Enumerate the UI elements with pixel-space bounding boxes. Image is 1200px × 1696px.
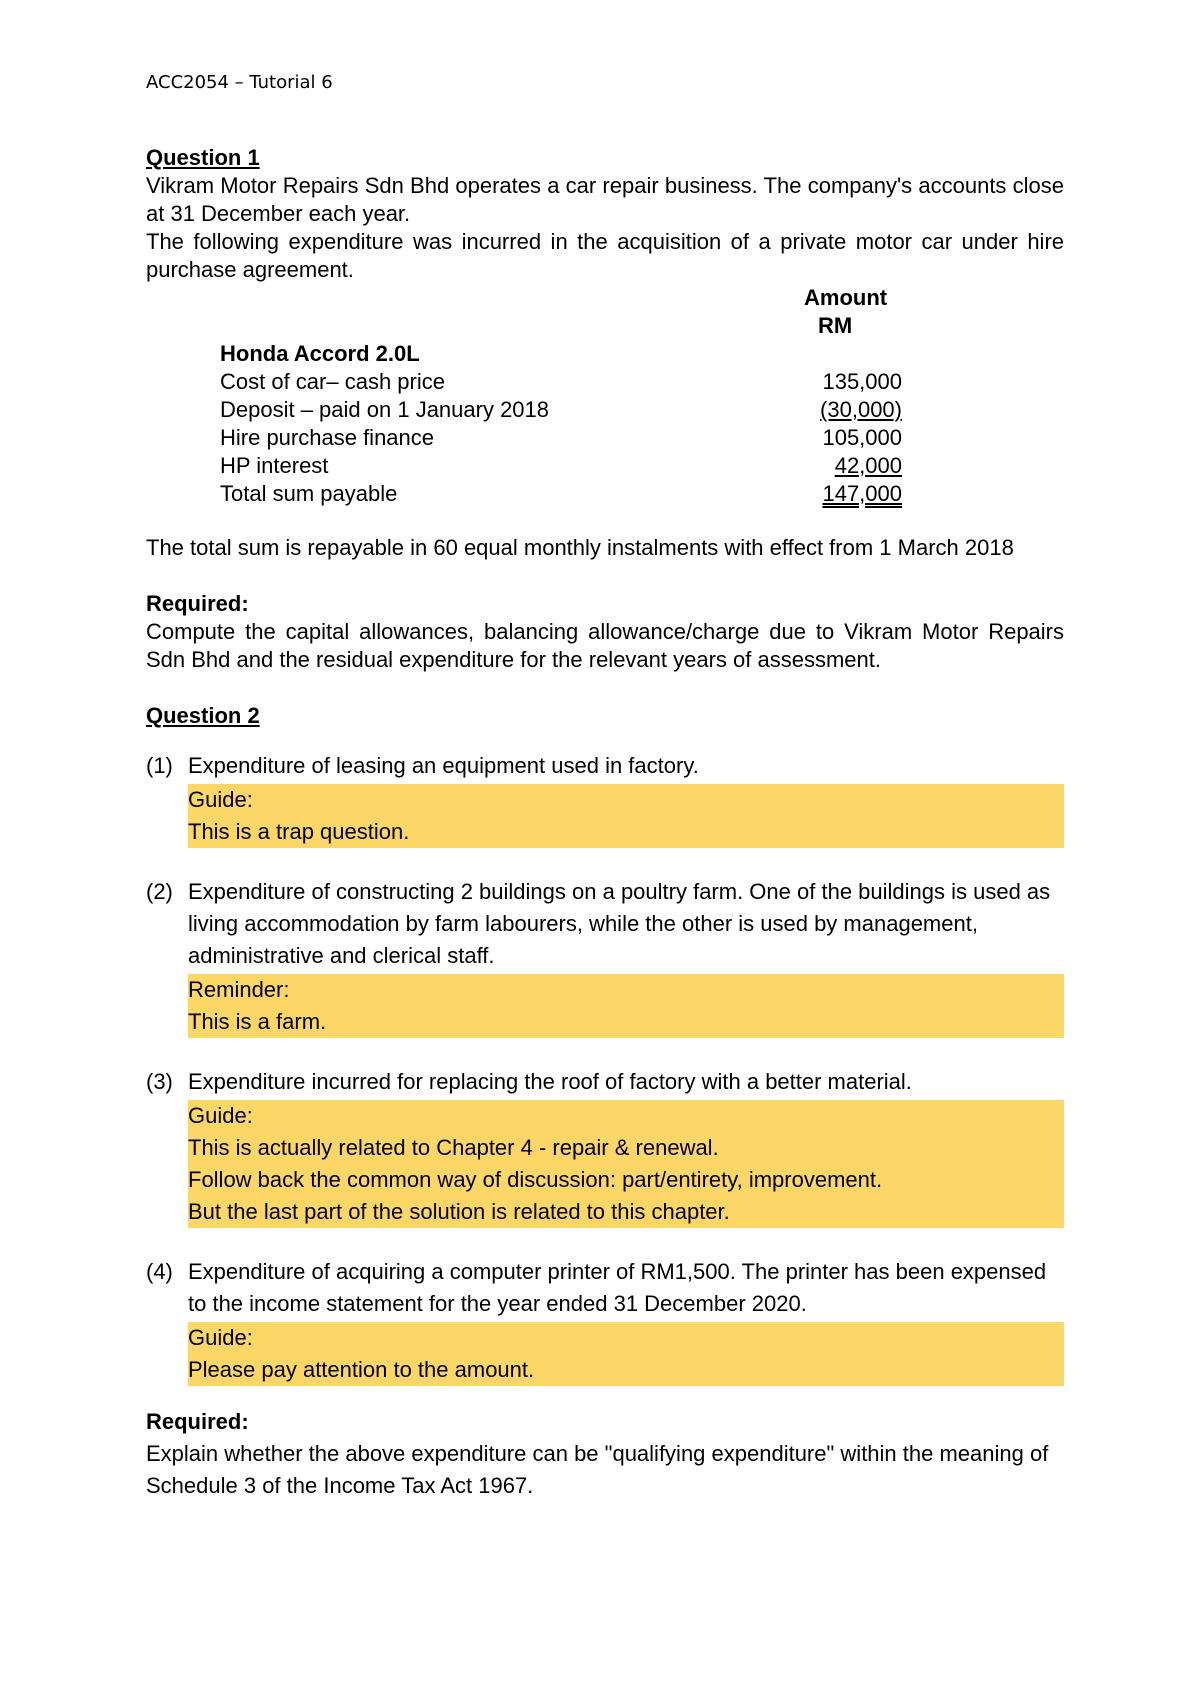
list-item [146,1066,1064,1228]
guide-note [188,1322,1064,1386]
question-1-title: Question 1 [146,145,260,170]
table-row-cash-price [220,368,902,396]
guide-note [188,784,1064,848]
question-2-title: Question 2 [146,703,260,728]
page-header: ACC2054 – Tutorial 6 [146,72,333,93]
note-line: This is a farm. [188,1009,327,1034]
note-heading: Guide: [188,1103,253,1128]
note-line: Follow back the common way of discussion: part/entirety, improvement. [188,1167,883,1192]
document-body [146,144,1064,1502]
note-heading: Guide: [188,1325,253,1350]
row-value: 42,000 [834,453,902,478]
row-value: 147,000 [822,481,902,506]
row-value: (30,000) [820,397,902,422]
note-line: This is a trap question. [188,819,410,844]
row-label: Total sum payable [220,481,398,506]
item-number: (4) [146,1259,173,1284]
item-number: (3) [146,1069,173,1094]
table-row-deposit [220,396,902,424]
row-label: Deposit – paid on 1 January 2018 [220,397,550,422]
question-1-required-text: Compute the capital allowances, balancing allowance/charge due to Vikram Motor Repairs Sdn Bhd and the residual expenditure for the relevant years of assessment. [146,619,1064,672]
question-1-required-label: Required: [146,591,249,616]
amount-column-header: Amount [804,285,888,310]
note-line: Please pay attention to the amount. [188,1357,535,1382]
row-value: 105,000 [822,425,902,450]
list-item [146,1256,1064,1386]
repayment-terms: The total sum is repayable in 60 equal monthly instalments with effect from 1 March 2018 [146,535,1014,560]
car-model: Honda Accord 2.0L [220,341,420,366]
item-text: Expenditure of acquiring a computer printer of RM1,500. The printer has been expensed to the income statement for the year ended 31 December 2020. [188,1259,1047,1316]
table-row-hp-interest [220,452,902,480]
row-label: HP interest [220,453,329,478]
rm-column-header: RM [818,313,853,338]
guide-note [188,1100,1064,1228]
list-item [146,750,1064,848]
question-2-required-label: Required: [146,1409,249,1434]
expenditure-table [146,284,1064,506]
question-2-required-text: Explain whether the above expenditure can be "qualifying expenditure" within the meaning of Schedule 3 of the Income Tax Act 1967. [146,1441,1049,1498]
row-label: Cost of car– cash price [220,369,445,394]
note-heading: Guide: [188,787,253,812]
reminder-note [188,974,1064,1038]
note-heading: Reminder: [188,977,290,1002]
list-item [146,876,1064,1038]
note-line: This is actually related to Chapter 4 - repair & renewal. [188,1135,719,1160]
item-text: Expenditure of constructing 2 buildings on a poultry farm. One of the buildings is used as living accommodation by farm labourers, while the other is used by management, administrative and clerical staff. [188,879,1051,968]
table-row-hp-finance [220,424,902,452]
question-1-intro: Vikram Motor Repairs Sdn Bhd operates a car repair business. The company's accounts close at 31 December each year. [146,173,1064,226]
row-value: 135,000 [822,369,902,394]
note-line: But the last part of the solution is related to this chapter. [188,1199,730,1224]
question-1-expenditure-intro: The following expenditure was incurred in the acquisition of a private motor car under hire purchase agreement. [146,229,1064,282]
item-number: (2) [146,879,173,904]
table-row-total [220,480,902,508]
item-text: Expenditure incurred for replacing the roof of factory with a better material. [188,1069,912,1094]
item-text: Expenditure of leasing an equipment used in factory. [188,753,699,778]
row-label: Hire purchase finance [220,425,435,450]
item-number: (1) [146,753,173,778]
